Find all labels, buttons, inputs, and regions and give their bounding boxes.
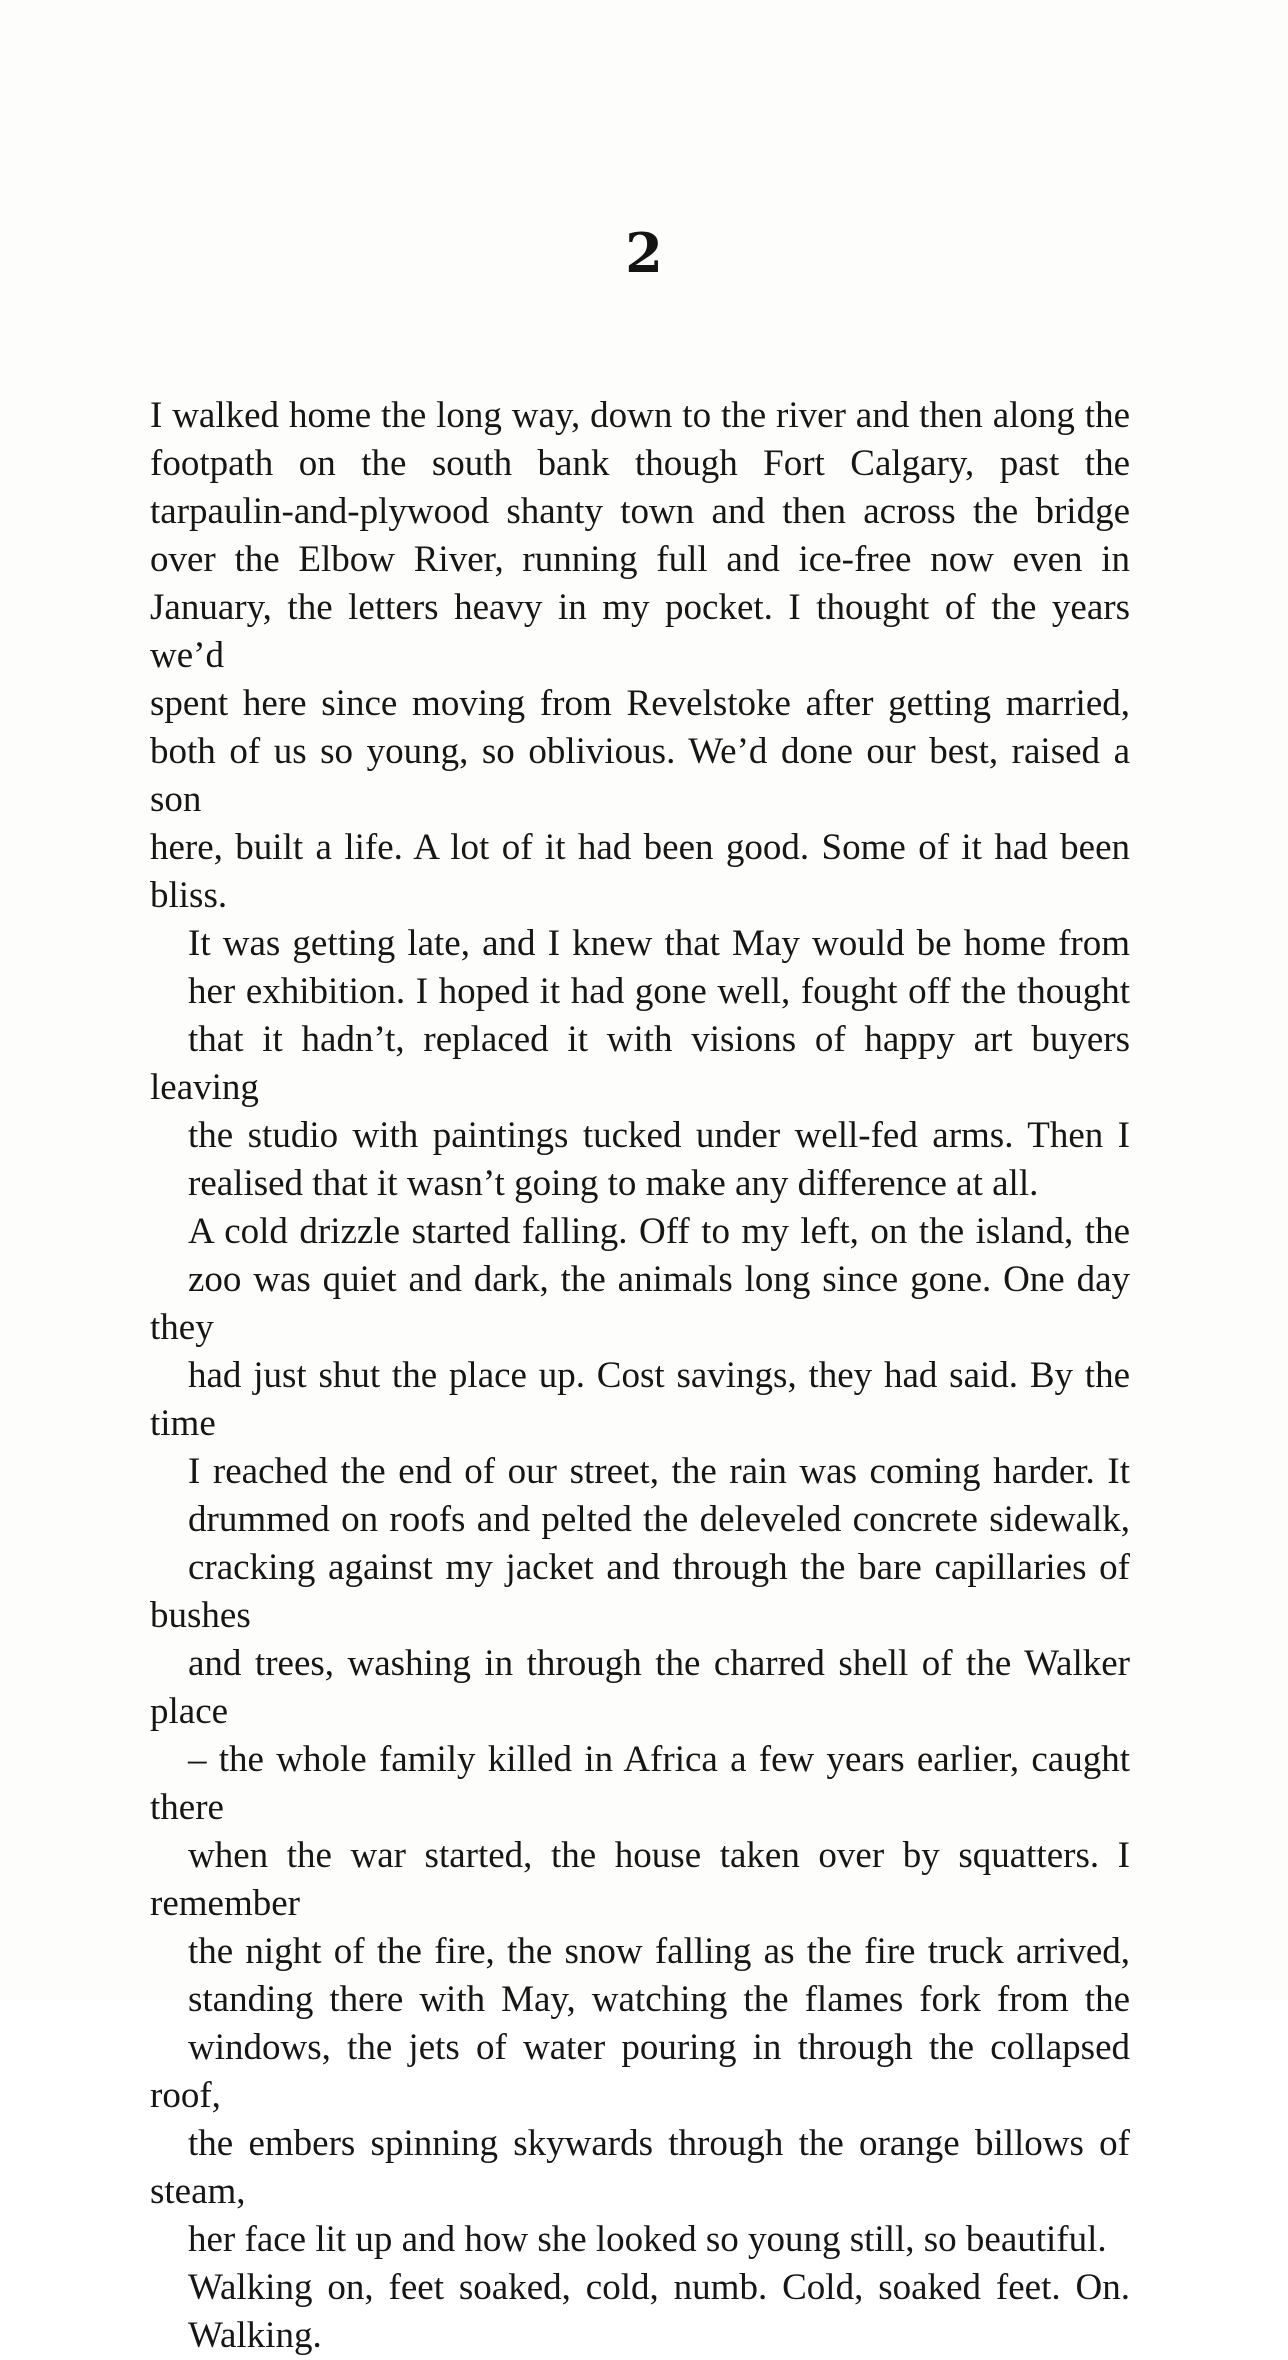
chapter-number: 2 bbox=[625, 221, 663, 285]
text-line: over the Elbow River, running full and ice-free now even in bbox=[150, 539, 1130, 580]
text-line: her exhibition. I hoped it had gone well, fought off the thought bbox=[188, 971, 1130, 1012]
paragraph-2 bbox=[150, 920, 1130, 1208]
text-line: had just shut the place up. Cost savings, they had said. By the time bbox=[150, 1355, 1130, 1444]
paragraph-4 bbox=[150, 2264, 1130, 2360]
text-line: her face lit up and how she looked so young still, so beautiful. bbox=[188, 2219, 1107, 2260]
text-line: I reached the end of our street, the rain was coming harder. It bbox=[188, 1451, 1130, 1492]
text-line: bliss. bbox=[150, 875, 228, 916]
text-line: zoo was quiet and dark, the animals long since gone. One day they bbox=[150, 1259, 1130, 1348]
chapter-body bbox=[150, 392, 1130, 2360]
text-line: both of us so young, so oblivious. We’d done our best, raised a son bbox=[150, 731, 1130, 820]
text-line: windows, the jets of water pouring in through the collapsed roof, bbox=[150, 2027, 1130, 2116]
text-line: Walking. bbox=[188, 2315, 322, 2356]
text-line: realised that it wasn’t going to make any difference at all. bbox=[188, 1163, 1039, 1204]
text-line: tarpaulin-and-plywood shanty town and then across the bridge bbox=[150, 491, 1130, 532]
text-line: footpath on the south bank though Fort Calgary, past the bbox=[150, 443, 1130, 484]
text-line: that it hadn’t, replaced it with visions of happy art buyers leaving bbox=[150, 1019, 1130, 1108]
text-line: here, built a life. A lot of it had been good. Some of it had been bbox=[150, 827, 1130, 868]
text-line: Walking on, feet soaked, cold, numb. Cold, soaked feet. On. bbox=[188, 2267, 1130, 2308]
text-line: standing there with May, watching the flames fork from the bbox=[188, 1979, 1130, 2020]
text-line: when the war started, the house taken over by squatters. I remember bbox=[150, 1835, 1130, 1924]
text-line: It was getting late, and I knew that May would be home from bbox=[188, 923, 1130, 964]
paragraph-3 bbox=[150, 1208, 1130, 2264]
text-line: A cold drizzle started falling. Off to my left, on the island, the bbox=[188, 1211, 1130, 1252]
text-line: spent here since moving from Revelstoke after getting married, bbox=[150, 683, 1130, 724]
text-line: drummed on roofs and pelted the deleveled concrete sidewalk, bbox=[188, 1499, 1130, 1540]
text-line: cracking against my jacket and through the bare capillaries of bushes bbox=[150, 1547, 1130, 1636]
text-line: the night of the fire, the snow falling as the fire truck arrived, bbox=[188, 1931, 1130, 1972]
text-line: the embers spinning skywards through the orange billows of steam, bbox=[150, 2123, 1130, 2212]
text-line: and trees, washing in through the charred shell of the Walker place bbox=[150, 1643, 1130, 1732]
text-line: I walked home the long way, down to the river and then along the bbox=[150, 395, 1130, 436]
text-line: – the whole family killed in Africa a few years earlier, caught there bbox=[150, 1739, 1130, 1828]
paragraph-1 bbox=[150, 392, 1130, 920]
text-line: January, the letters heavy in my pocket. I thought of the years we’d bbox=[150, 587, 1130, 676]
text-line: the studio with paintings tucked under well-fed arms. Then I bbox=[188, 1115, 1130, 1156]
